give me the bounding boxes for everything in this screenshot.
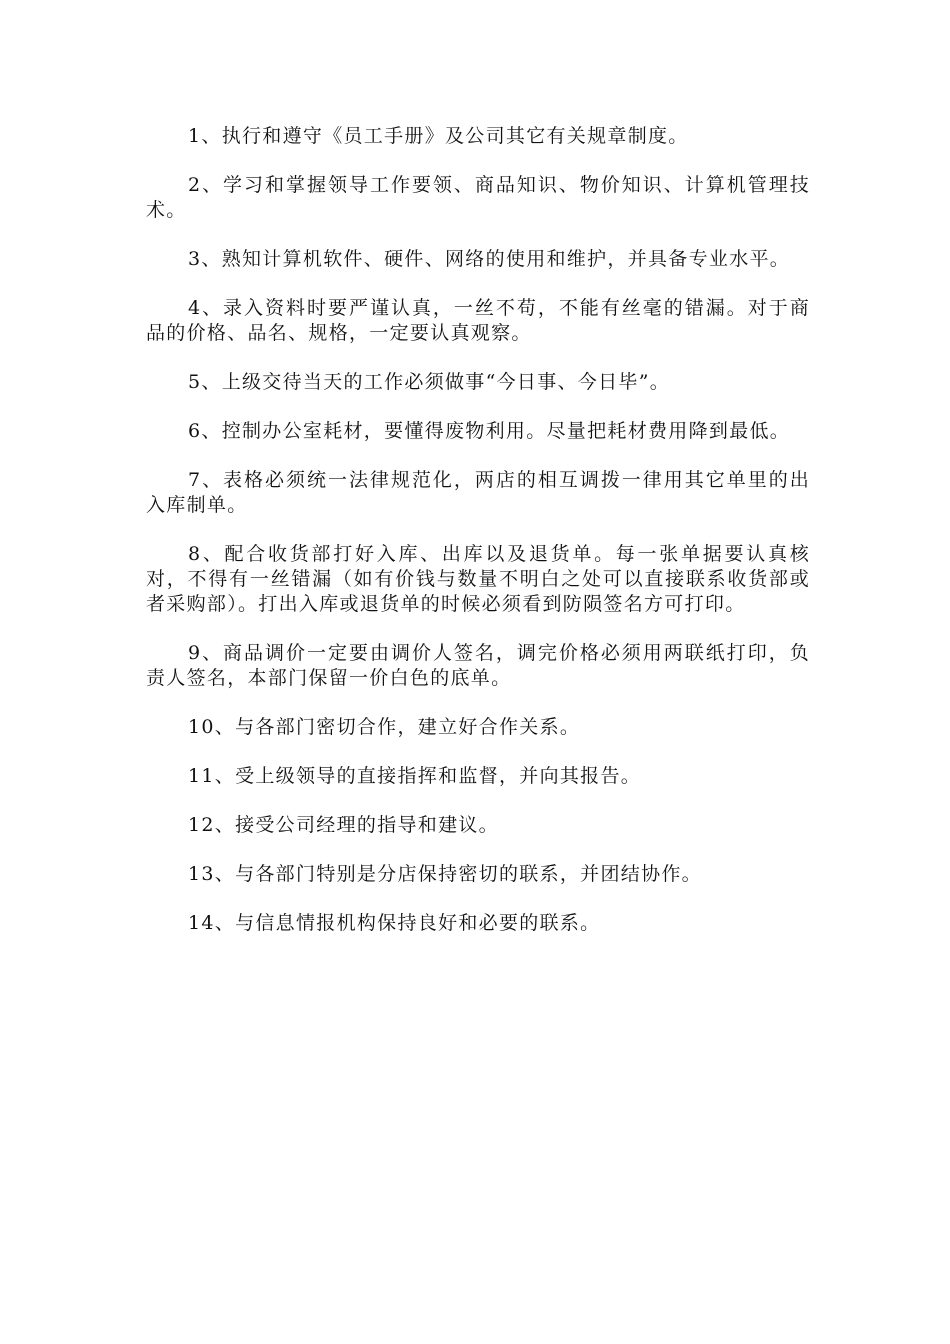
paragraph-4: 4、录入资料时要严谨认真，一丝不苟，不能有丝毫的错漏。对于商品的价格、品名、规格，一定要认真观察。	[146, 297, 810, 344]
paragraph-3: 3、熟知计算机软件、硬件、网络的使用和维护，并具备专业水平。	[188, 248, 791, 270]
paragraph-6: 6、控制办公室耗材，要懂得废物利用。尽量把耗材费用降到最低。	[188, 420, 791, 442]
paragraph-2: 2、学习和掌握领导工作要领、商品知识、物价知识、计算机管理技术。	[146, 174, 810, 221]
paragraph-14: 14、与信息情报机构保持良好和必要的联系。	[188, 912, 601, 934]
paragraph-1: 1、执行和遵守《员工手册》及公司其它有关规章制度。	[188, 125, 689, 147]
paragraph-10: 10、与各部门密切合作，建立好合作关系。	[188, 716, 581, 738]
paragraph-5: 5、上级交待当天的工作必须做事“今日事、今日毕”。	[188, 371, 671, 393]
paragraph-9: 9、商品调价一定要由调价人签名，调完价格必须用两联纸打印，负责人签名，本部门保留一价白色的底单。	[146, 642, 810, 689]
paragraph-11: 11、受上级领导的直接指挥和监督，并向其报告。	[188, 765, 642, 787]
document-body	[146, 124, 810, 960]
paragraph-8: 8、配合收货部打好入库、出库以及退货单。每一张单据要认真核对，不得有一丝错漏（如有价钱与数量不明白之处可以直接联系收货部或者采购部）。打出入库或退货单的时候必须看到防陨签名方可打印。	[146, 543, 810, 615]
paragraph-7: 7、表格必须统一法律规范化，两店的相互调拨一律用其它单里的出入库制单。	[146, 469, 810, 516]
paragraph-12: 12、接受公司经理的指导和建议。	[188, 814, 499, 836]
paragraph-13: 13、与各部门特别是分店保持密切的联系，并团结协作。	[188, 863, 702, 885]
